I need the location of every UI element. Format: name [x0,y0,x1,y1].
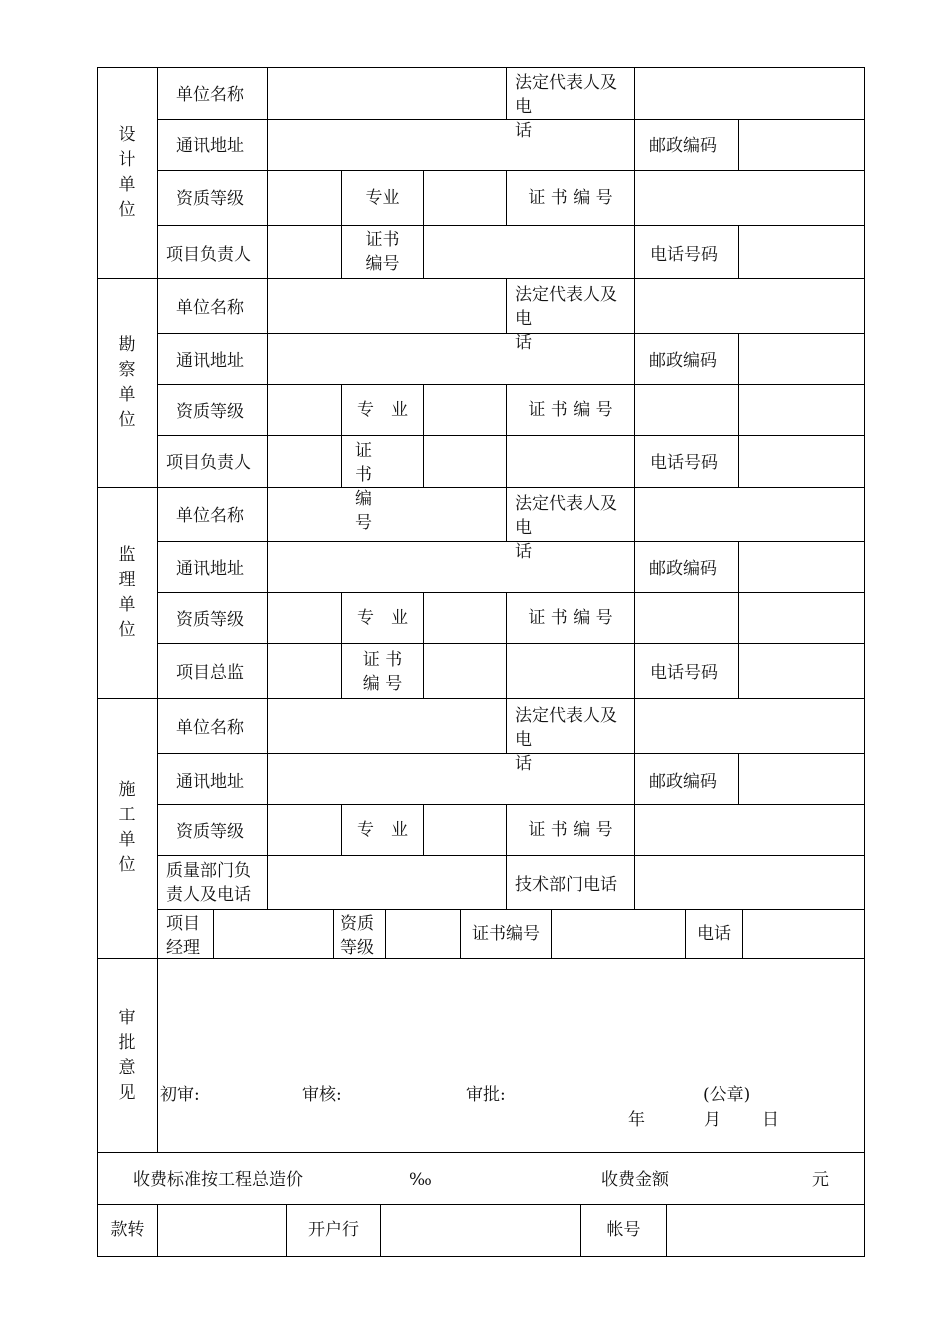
major-label: 专业 [365,187,400,208]
divider [738,225,739,278]
bank-label: 开户行 [308,1220,359,1240]
divider [97,278,865,279]
divider [634,333,635,384]
divider [551,909,552,958]
project-lead-label: 项目负责人 [166,453,251,473]
divider [97,1152,865,1153]
divider [157,855,865,856]
project-chief-label: 项目总监 [176,663,244,683]
divider [157,225,865,226]
quality-dept-label: 质量部门负 责人及电话 [166,861,251,905]
project-manager-label: 项目 经理 [166,914,200,958]
survey-section-label: 勘 察 单 位 [118,334,136,430]
fee-standard-label: 收费标准按工程总造价 [133,1170,303,1190]
divider [634,67,635,119]
divider [423,384,424,487]
cert-label: 证书 编号 [365,230,400,274]
unit-name-label: 单位名称 [176,506,244,526]
cert-label: 证 书 编 号 [362,650,403,694]
form-border-right [864,67,865,1257]
divider [506,278,507,333]
divider [157,1204,158,1257]
address-label: 通讯地址 [176,772,244,792]
qualification-label: 资质等级 [176,402,244,422]
divider [634,698,635,753]
divider [423,592,424,698]
divider [157,435,865,436]
yuan-unit: 元 [812,1170,829,1190]
unit-name-label: 单位名称 [176,718,244,738]
unit-name-label: 单位名称 [176,298,244,318]
divider [380,1204,381,1257]
divider [506,698,507,753]
legal-rep-phone-label: 法定代表人及 电 话 [515,706,617,774]
divider [267,67,268,278]
registration-form [97,67,865,1257]
address-label: 通讯地址 [176,559,244,579]
divider [157,119,865,120]
qualification-label: 资质等级 [176,610,244,630]
divider [634,541,635,592]
review-label: 审核: [302,1085,342,1105]
postcode-label: 邮政编码 [649,351,717,371]
divider [738,119,739,170]
divider [267,487,268,698]
month-label: 月 [704,1110,721,1130]
fee-amount-label: 收费金额 [601,1170,669,1190]
address-label: 通讯地址 [176,136,244,156]
divider [506,67,507,119]
divider [666,1204,667,1257]
divider [267,698,268,909]
major-label: 专 业 [357,607,408,628]
divider [157,541,865,542]
divider [157,643,865,644]
divider [738,541,739,592]
divider [634,592,635,698]
divider [385,909,386,958]
cert-label: 证 书 编 号 [355,441,372,533]
phone-label: 电话号码 [650,453,718,473]
transfer-label: 款转 [110,1220,145,1240]
divider [97,958,865,959]
form-border-top [97,67,865,68]
divider [634,119,635,170]
cert-no-label: 证 书 编 号 [528,187,613,208]
pm-phone-label: 电话 [697,923,731,944]
unit-name-label: 单位名称 [176,85,244,105]
approve-label: 审批: [466,1085,506,1105]
divider [333,909,334,958]
major-label: 专 业 [357,819,408,840]
postcode-label: 邮政编码 [649,772,717,792]
phone-label: 电话号码 [650,663,718,683]
cert-no-label: 证 书 编 号 [528,819,613,840]
divider [634,804,635,855]
divider [634,278,635,333]
phone-label: 电话号码 [650,245,718,265]
divider [634,384,635,487]
postcode-label: 邮政编码 [649,136,717,156]
address-label: 通讯地址 [176,351,244,371]
qualification-label: 资质等级 [176,822,244,842]
divider [742,909,743,958]
qualification-label: 资质等级 [176,189,244,209]
divider [634,170,635,225]
divider [738,333,739,384]
legal-rep-phone-label: 法定代表人及 电 话 [515,73,617,141]
supervision-section-label: 监 理 单 位 [118,544,136,640]
divider [157,67,158,1152]
divider [97,698,865,699]
divider [634,225,635,278]
divider [634,855,635,909]
pm-cert-no-label: 证书编号 [472,923,540,944]
divider [506,487,507,541]
first-review-label: 初审: [160,1085,200,1105]
divider [423,170,424,278]
form-border-bottom [97,1256,865,1257]
divider [97,487,865,488]
construction-section-label: 施 工 单 位 [118,780,136,875]
major-label: 专 业 [357,399,408,420]
postcode-label: 邮政编码 [649,559,717,579]
project-lead-label: 项目负责人 [166,245,251,265]
year-label: 年 [628,1110,645,1130]
divider [423,804,424,855]
legal-rep-phone-label: 法定代表人及 电 话 [515,494,617,562]
divider [157,333,865,334]
divider [213,909,214,958]
permille-sign: ‰ [409,1170,432,1190]
divider [634,487,635,541]
design-section-label: 设 计 单 位 [118,124,136,220]
divider [738,384,739,487]
day-label: 日 [762,1110,779,1130]
approval-section-label: 审 批 意 见 [118,1007,136,1103]
divider [738,753,739,804]
pm-qualification-label: 资质 等级 [340,914,374,958]
legal-rep-phone-label: 法定代表人及 电 话 [515,285,617,353]
divider [157,753,865,754]
divider [738,592,739,698]
divider [634,753,635,804]
official-seal-label: (公章) [703,1085,751,1105]
tech-dept-phone-label: 技术部门电话 [515,875,617,895]
divider [267,278,268,487]
divider [97,1204,865,1205]
cert-no-label: 证 书 编 号 [528,607,613,628]
cert-no-label: 证 书 编 号 [528,399,613,420]
account-label: 帐号 [606,1220,641,1240]
divider [506,855,507,909]
